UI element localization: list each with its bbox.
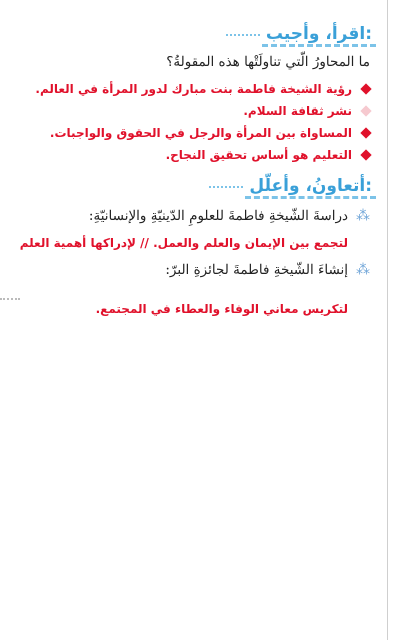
snowflake-bullet-icon: ⁂ xyxy=(356,208,370,224)
heading-rule xyxy=(226,34,260,38)
list-item xyxy=(30,144,370,166)
exercise-item xyxy=(89,208,370,224)
exercise-prompt: دراسةَ الشّيخةِ فاطمةَ للعلومِ الدّينيّةِ والإنسانيّةِ: xyxy=(88,208,348,224)
snowflake-bullet-icon: ⁂ xyxy=(356,262,370,278)
list-item xyxy=(30,100,370,122)
answer-text: المساواة بين المرأة والرجل في الحقوق والواجبات. xyxy=(49,126,352,140)
list-item xyxy=(30,122,370,144)
section-heading-cooperate-justify xyxy=(209,176,376,199)
answer-text: نشر ثقافة السلام. xyxy=(243,104,352,118)
section-title-read-answer: اقرأ، وأجيب: xyxy=(262,24,376,47)
question-text: ما المحاورُ الّتي تناولَتْها هذه المقولةُ؟ xyxy=(166,54,370,70)
section-heading-read-answer xyxy=(226,24,376,47)
page-edge-line xyxy=(387,0,388,640)
exercise-prompt: إنشاءَ الشّيخةِ فاطمةَ لجائزةِ البرّ: xyxy=(165,262,348,278)
exercise-answer: لتجمع بين الإيمان والعلم والعمل. // لإدراكها أهمية العلم xyxy=(19,236,348,250)
exercise-item xyxy=(165,262,370,278)
answer-text: التعليم هو أساس تحقيق النجاح. xyxy=(165,148,352,162)
list-item xyxy=(30,78,370,100)
heading-rule xyxy=(209,186,243,190)
exercise-answer: لتكريس معاني الوفاء والعطاء في المجتمع. xyxy=(95,302,348,316)
diamond-bullet-icon xyxy=(360,105,371,116)
answer-text: رؤية الشيخة فاطمة بنت مبارك لدور المرأة في العالم. xyxy=(35,82,352,96)
diamond-bullet-icon xyxy=(360,83,371,94)
diamond-bullet-icon xyxy=(360,127,371,138)
answer-list xyxy=(30,78,370,166)
dotted-divider xyxy=(0,298,20,300)
section-title-cooperate-justify: أتعاونُ، وأعلّل: xyxy=(245,176,376,199)
diamond-bullet-icon xyxy=(360,149,371,160)
